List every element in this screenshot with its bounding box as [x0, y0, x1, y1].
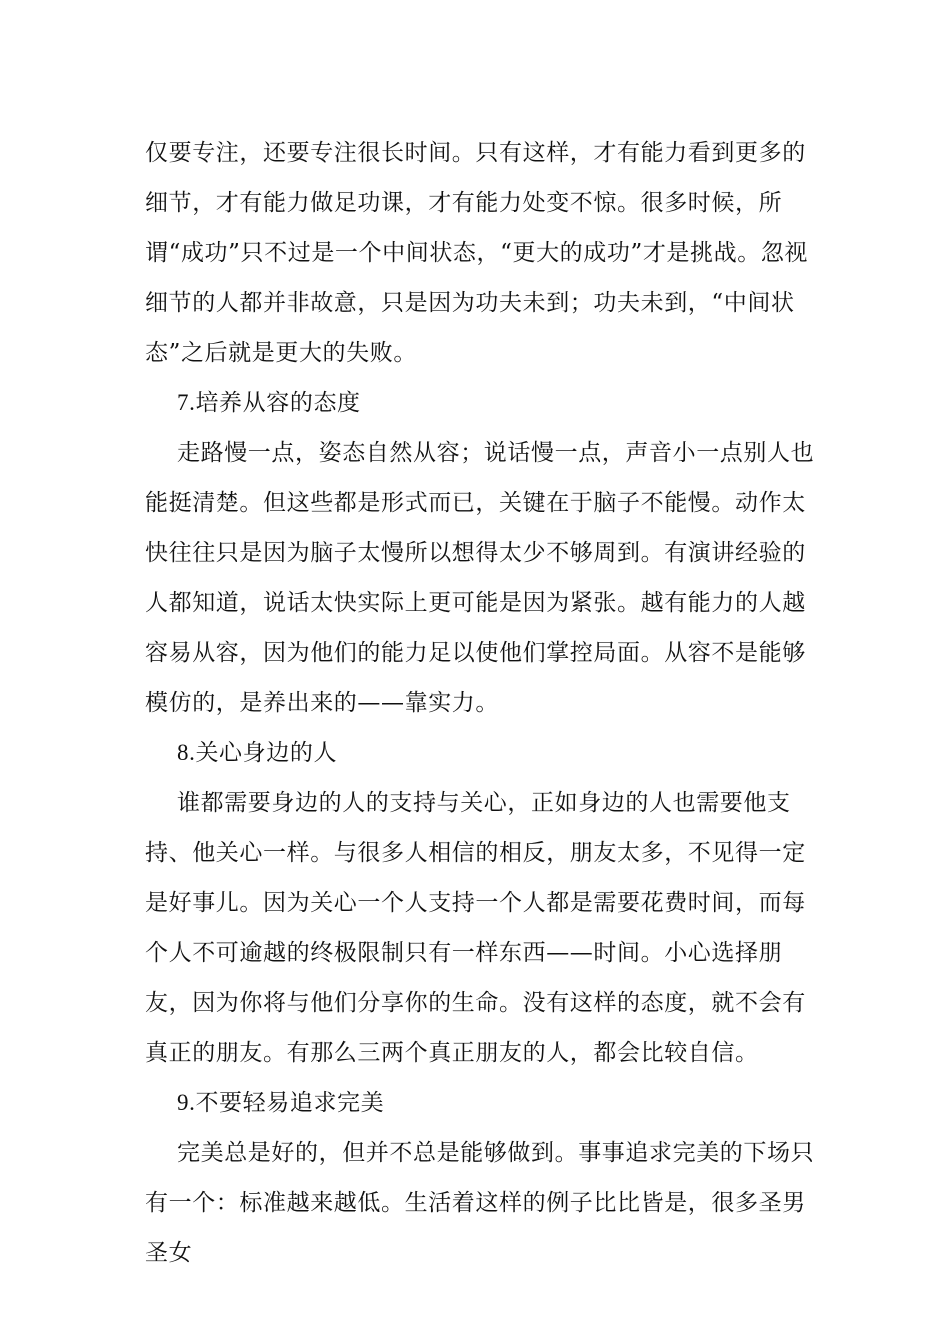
section-title: 培养从容的态度: [195, 390, 361, 416]
paragraph-section-7: 走路慢一点，姿态自然从容；说话慢一点，声音小一点别人也能挺清楚。但这些都是形式而已，关键在于脑子不能慢。动作太快往往只是因为脑子太慢所以想得太少不够周到。有演讲经验的人都知道，说话太快实际上更可能是因为紧张。越有能力的人越容易从容，因为他们的能力足以使他们掌控局面。从容不是能够模仿的，是养出来的——靠实力。: [145, 440, 815, 716]
paragraph-continuation: 仅要专注，还要专注很长时间。只有这样，才有能力看到更多的细节，才有能力做足功课，才有能力处变不惊。很多时候，所谓“成功”只不过是一个中间状态，“更大的成功”才是挑战。忽视细节的人都并非故意，只是因为功夫未到；功夫未到，“中间状态”之后就是更大的失败。: [145, 140, 809, 366]
section-title: 不要轻易追求完美: [195, 1090, 385, 1116]
section-heading-9: [145, 1078, 825, 1128]
section-number: 8.: [177, 740, 196, 765]
section-heading-7: [145, 378, 825, 428]
document-body: [145, 128, 825, 1278]
section-title: 关心身边的人: [195, 740, 338, 766]
section-number: 7.: [177, 390, 196, 415]
section-number: 9.: [177, 1090, 196, 1115]
paragraph-section-8: 谁都需要身边的人的支持与关心，正如身边的人也需要他支持、他关心一样。与很多人相信的相反，朋友太多，不见得一定是好事儿。因为关心一个人支持一个人都是需要花费时间，而每个人不可逾越的终极限制只有一样东西——时间。小心选择朋友，因为你将与他们分享你的生命。没有这样的态度，就不会有真正的朋友。有那么三两个真正朋友的人，都会比较自信。: [145, 790, 806, 1066]
section-heading-8: [145, 728, 825, 778]
paragraph-section-9: 完美总是好的，但并不总是能够做到。事事追求完美的下场只有一个：标准越来越低。生活着这样的例子比比皆是，很多圣男圣女: [145, 1140, 815, 1266]
